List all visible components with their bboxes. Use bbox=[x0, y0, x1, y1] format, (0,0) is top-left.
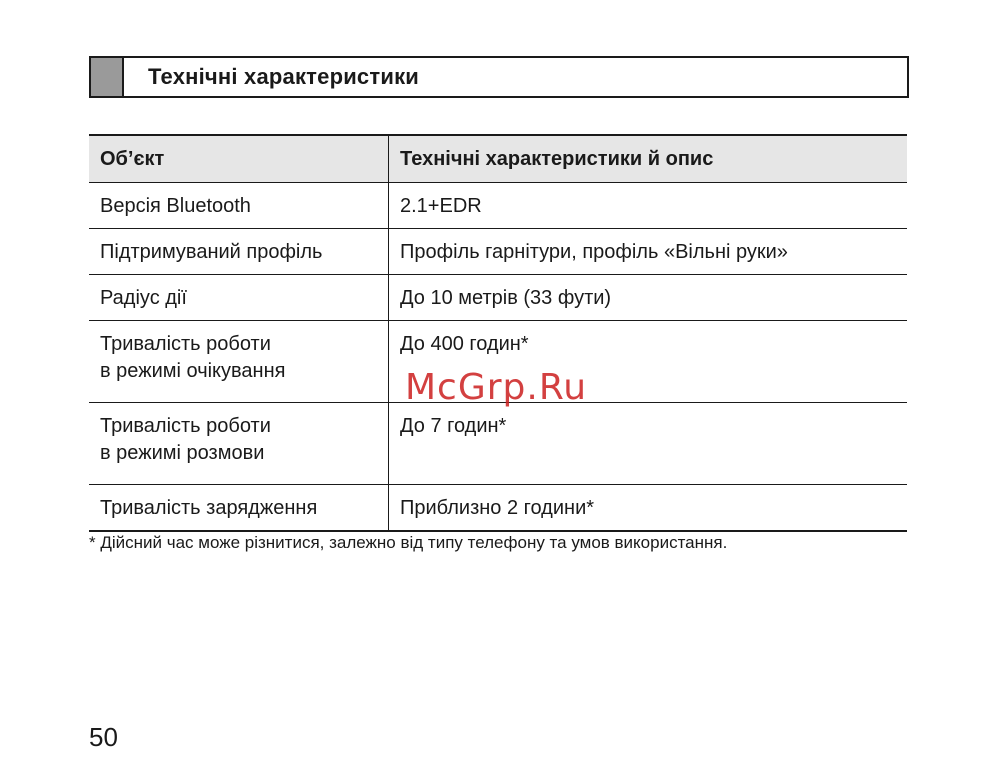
row-item: Версія Bluetooth bbox=[89, 183, 389, 229]
row-item: Радіус дії bbox=[89, 275, 389, 321]
table-row bbox=[89, 485, 907, 532]
row-item-line: в режимі розмови bbox=[100, 442, 265, 464]
row-value: Приблизно 2 години* bbox=[389, 485, 908, 532]
section-header bbox=[89, 56, 909, 98]
row-value: Профіль гарнітури, профіль «Вільні руки» bbox=[389, 229, 908, 275]
page-number: 50 bbox=[89, 722, 118, 752]
table-row bbox=[89, 229, 907, 275]
row-value: До 10 метрів (33 фути) bbox=[389, 275, 908, 321]
row-item bbox=[89, 403, 389, 485]
row-item-line: Тривалість роботи bbox=[100, 333, 271, 355]
watermark: McGrp.Ru bbox=[405, 367, 588, 408]
spec-table bbox=[89, 134, 907, 532]
table-row bbox=[89, 321, 907, 403]
row-item-line: Тривалість роботи bbox=[100, 415, 271, 437]
column-header-description: Технічні характеристики й опис bbox=[389, 135, 908, 183]
section-title: Технічні характеристики bbox=[148, 64, 420, 89]
table-header-row bbox=[89, 135, 907, 183]
footnote: * Дійсний час може різнитися, залежно від типу телефону та умов використання. bbox=[89, 533, 728, 552]
table-row bbox=[89, 183, 907, 229]
row-item: Підтримуваний профіль bbox=[89, 229, 389, 275]
table-row bbox=[89, 403, 907, 485]
table-row bbox=[89, 275, 907, 321]
row-item: Тривалість зарядження bbox=[89, 485, 389, 532]
column-header-item: Об’єкт bbox=[89, 135, 389, 183]
row-value: 2.1+EDR bbox=[389, 183, 908, 229]
section-marker bbox=[91, 58, 124, 96]
row-value: До 400 годин* bbox=[389, 321, 908, 403]
row-value: До 7 годин* bbox=[389, 403, 908, 485]
row-item bbox=[89, 321, 389, 403]
row-item-line: в режимі очікування bbox=[100, 360, 286, 382]
